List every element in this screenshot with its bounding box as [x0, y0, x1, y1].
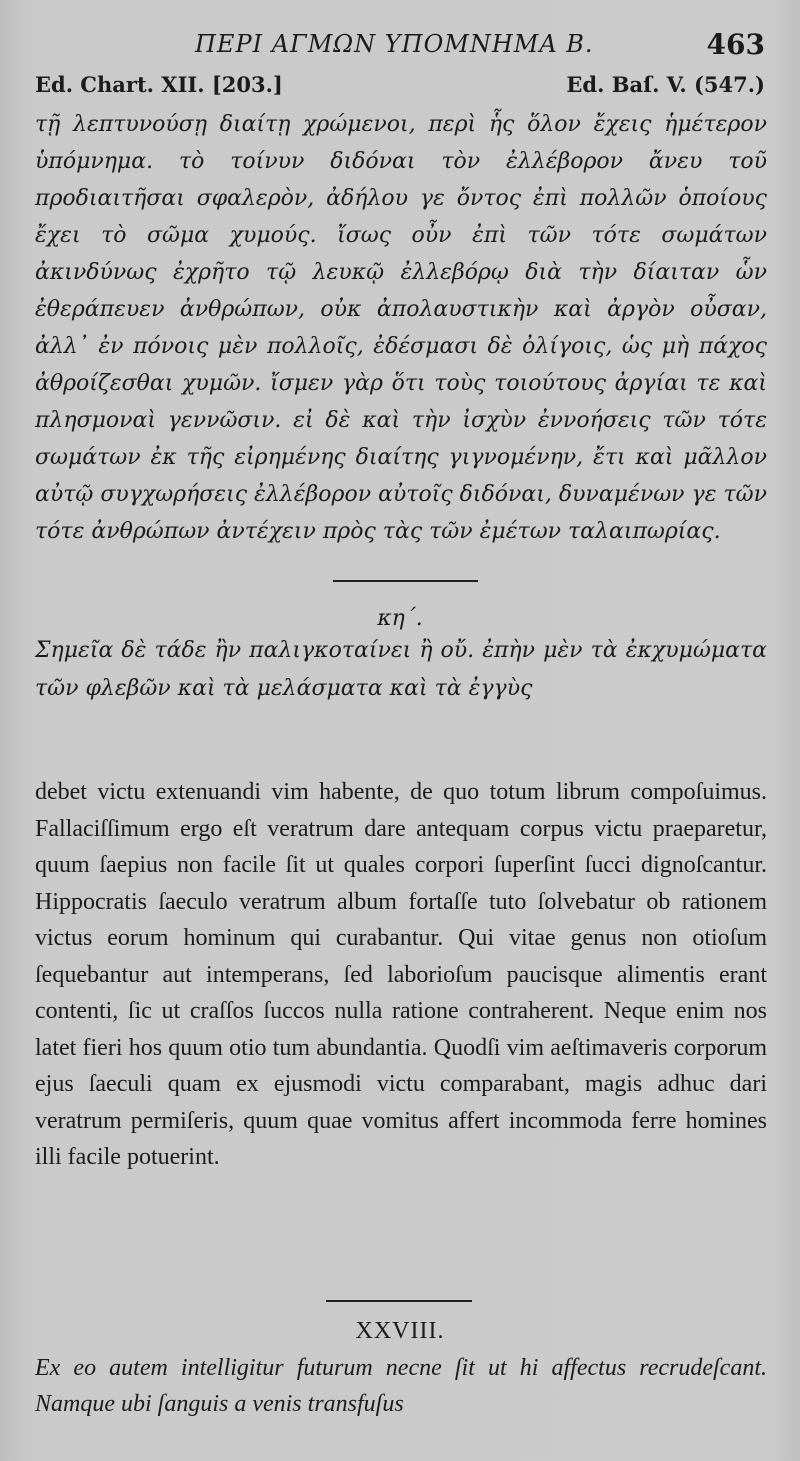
latin-section-text: [35, 1350, 767, 1422]
greek-main-text: [35, 106, 767, 550]
latin-section-paragraph: Ex eo autem intelligitur futurum necne ſit ut hi affectus recrudeſcant. Namque ubi ſanguis a venis transfuſus: [35, 1355, 767, 1417]
latin-paragraph: debet victu extenuandi vim habente, de quo totum librum compoſuimus. Fallaciſſimum ergo eſt veratrum dare antequam corpus victu praeparetur, quum ſaepius non facile ſit ut quales corpori ſuperſint ſucci dignoſcantur. Hippocratis ſaeculo veratrum album fortaſſe tuto ſolvebatur ob rationem victus eorum hominum qui curabantur. Qui vitae genus non otioſum ſequebantur aut intemperans, ſed laborioſum paucisque alimentis erant contenti, ſic ut craſſos ſuccos nulla ratione contraherent. Neque enim nos latet fieri hos quum otio tum abundantia. Quodſi vim aeſtimaveris corporum ejus ſaeculi quam ex ejusmodi victu comparabant, magis adhuc dari veratrum permiſeris, quum quae vomitus affert incommoda ferre homines illi facile potuerint.: [35, 779, 767, 1170]
greek-section-text: [35, 632, 767, 708]
edition-basel-reference: Ed. Baſ. V. (547.): [566, 72, 765, 97]
section-divider-latin: [326, 1300, 472, 1302]
edition-chart-reference: Ed. Chart. XII. [203.]: [35, 72, 283, 97]
greek-paragraph: τῇ λεπτυνούσῃ διαίτῃ χρώμενοι, περὶ ἧς ὅλον ἔχεις ἡμέτερον ὑπόμνημα. τὸ τοίνυν διδόναι τὸν ἐλλέβορον ἄνευ τοῦ προδιαιτῆσαι σφαλερὸν, ἀδήλου γε ὄντος ἐπὶ πολλῶν ὁποίους ἔχει τὸ σῶμα χυμούς. ἴσως οὖν ἐπὶ τῶν τότε σωμάτων ἀκινδύνως ἐχρῆτο τῷ λευκῷ ἐλλεβόρῳ διὰ τὴν δίαιταν ὧν ἐθεράπευεν ἀνθρώπων, οὐκ ἀπολαυστικὴν καὶ ἀργὸν οὖσαν, ἀλλ᾽ ἐν πόνοις μὲν πολλοῖς, ἐδέσμασι δὲ ὀλίγοις, ὡς μὴ πάχος ἀθροίζεσθαι χυμῶν. ἴσμεν γὰρ ὅτι τοὺς τοιούτους ἀργίαι τε καὶ πλησμοναὶ γεννῶσιν. εἰ δὲ καὶ τὴν ἰσχὺν ἐννοήσεις τῶν τότε σωμάτων ἐκ τῆς εἰρημένης διαίτης γιγνομένην, ἔτι καὶ μᾶλλον αὐτῷ συγχωρήσεις ἐλλέβορον αὐτοῖς διδόναι, δυναμένων γε τῶν τότε ἀνθρώπων ἀντέχειν πρὸς τὰς τῶν ἐμέτων ταλαιπωρίας.: [35, 112, 767, 544]
section-divider-greek: [333, 580, 478, 582]
greek-section-paragraph: Σημεῖα δὲ τάδε ἢν παλιγκοταίνει ἢ οὔ. ἐπὴν μὲν τὰ ἐκχυμώματα τῶν φλεβῶν καὶ τὰ μελάσματα καὶ τὰ ἐγγὺς: [35, 638, 767, 701]
edition-line: [35, 72, 765, 102]
greek-section-number: κη΄.: [377, 606, 423, 631]
page-number: 463: [706, 28, 765, 61]
running-head: [0, 30, 800, 66]
running-title: ΠΕΡΙ ΑΓΜΩΝ ΥΠΟΜΝΗΜΑ Β.: [195, 30, 594, 58]
latin-section-number: XXVIII.: [355, 1318, 445, 1344]
latin-main-text: [35, 774, 767, 1176]
